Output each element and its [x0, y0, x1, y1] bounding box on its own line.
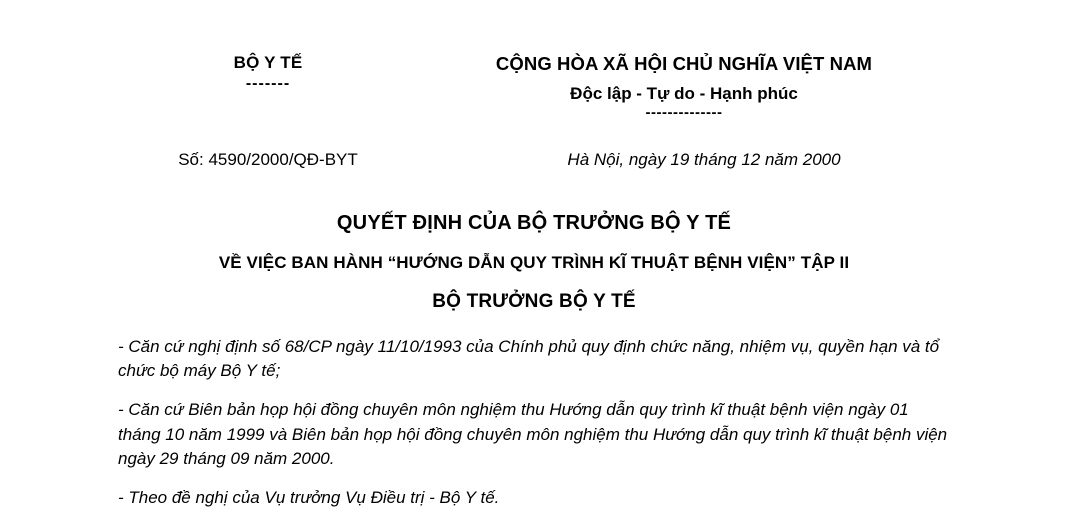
document-paragraph: - Căn cứ Biên bản họp hội đồng chuyên môn nghiệm thu Hướng dẫn quy trình kĩ thuật bệnh viện ngày 01 tháng 10 năm 1999 và Biên bản họp hội đồng chuyên môn nghiệm thu Hướng dẫn quy trình kĩ thuật bệnh viện ngày 29 tháng 09 năm 2000. — [118, 399, 948, 469]
document-header — [118, 0, 950, 122]
document-subtitle: VỀ VIỆC BAN HÀNH “HƯỚNG DẪN QUY TRÌNH KĨ THUẬT BỆNH VIỆN” TẬP II — [218, 252, 850, 272]
document-paragraph: - Căn cứ nghị định số 68/CP ngày 11/10/1993 của Chính phủ quy định chức năng, nhiệm vụ, quyền hạn và tổ chức bộ máy Bộ Y tế; — [118, 336, 940, 381]
issuing-organization-block — [118, 52, 418, 93]
national-heading-rule: -------------- — [645, 104, 723, 122]
document-body — [118, 335, 950, 511]
issuing-organization-rule: ------- — [245, 75, 291, 93]
national-motto: Độc lập - Tự do - Hạnh phúc — [570, 84, 798, 104]
document-paragraph: - Theo đề nghị của Vụ trưởng Vụ Điều trị - Bộ Y tế. — [118, 487, 500, 507]
national-name: CỘNG HÒA XÃ HỘI CHỦ NGHĨA VIỆT NAM — [495, 53, 873, 74]
issuing-organization-name: BỘ Y TẾ — [233, 53, 303, 72]
document-issuer-title: BỘ TRƯỞNG BỘ Y TẾ — [432, 290, 636, 312]
document-date-place: Hà Nội, ngày 19 tháng 12 năm 2000 — [567, 149, 841, 169]
national-heading-block — [418, 52, 950, 122]
document-meta-row — [118, 150, 950, 170]
document-number: Số: 4590/2000/QĐ-BYT — [178, 149, 358, 169]
document-title: QUYẾT ĐỊNH CỦA BỘ TRƯỞNG BỘ Y TẾ — [336, 211, 732, 234]
document-titles — [118, 210, 950, 315]
